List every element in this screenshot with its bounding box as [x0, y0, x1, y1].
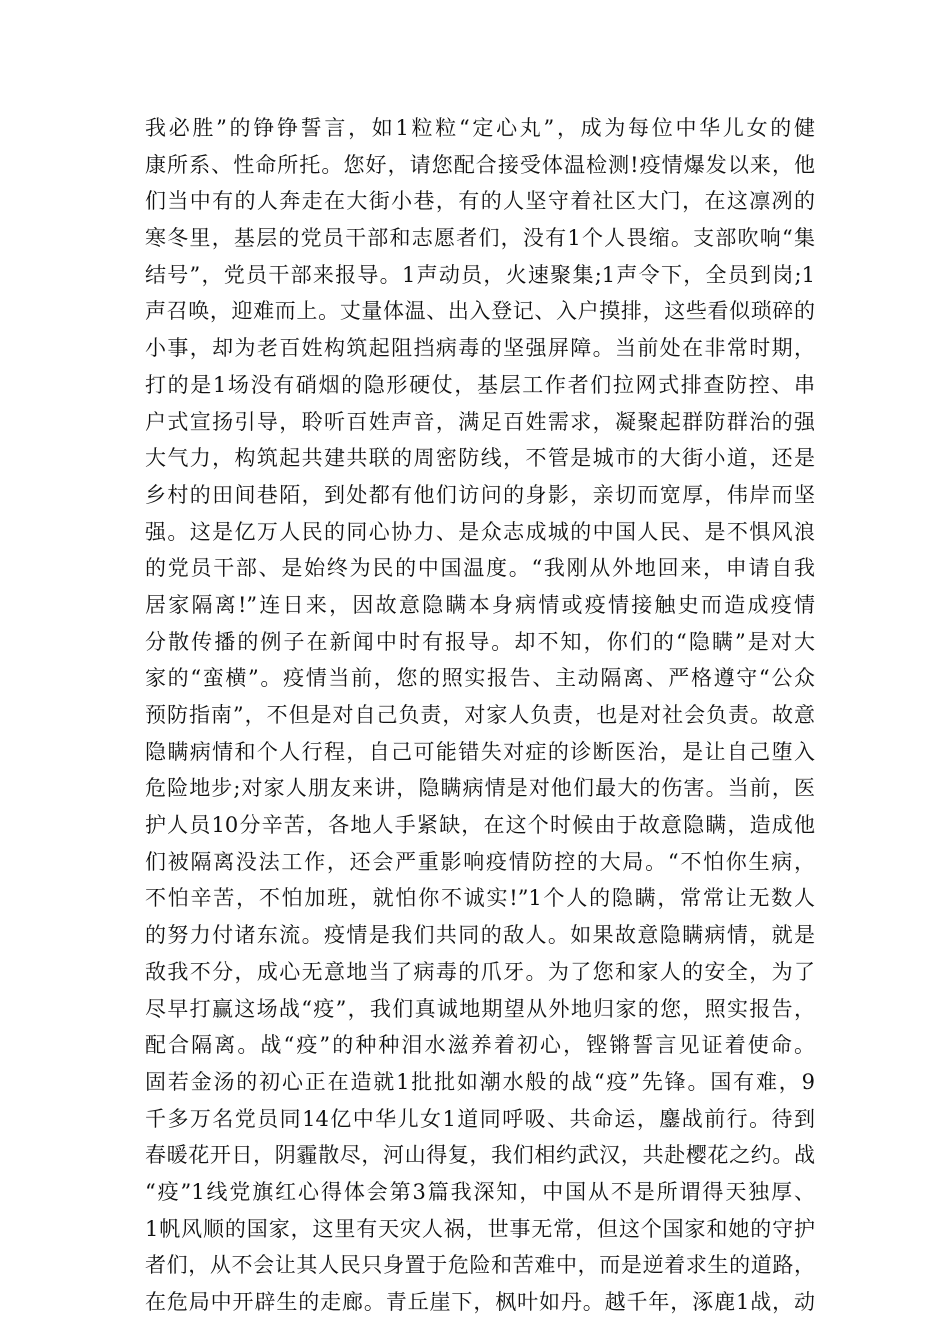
text-line: 家的“蛮横”。疫情当前，您的照实报告、主动隔离、严格遵守“公众	[145, 666, 815, 691]
text-line: 乡村的田间巷陌，到处都有他们访问的身影，亲切而宽厚，伟岸而坚	[145, 482, 815, 507]
text-line: 们当中有的人奔走在大街小巷，有的人坚守着社区大门，在这凛冽的	[145, 189, 815, 214]
text-line: 隐瞒病情和个人行程，自己可能错失对症的诊断医治，是让自己堕入	[145, 739, 815, 764]
text-line: 我必胜”的铮铮誓言，如1粒粒“定心丸”，成为每位中华儿女的健	[145, 116, 815, 140]
text-line: 护人员10分辛苦，各地人手紧缺，在这个时候由于故意隐瞒，造成他	[145, 813, 815, 838]
text-line: 的努力付诸东流。疫情是我们共同的敌人。如果故意隐瞒病情，就是	[145, 923, 815, 948]
text-line: 打的是1场没有硝烟的隐形硬仗，基层工作者们拉网式排查防控、串	[145, 372, 815, 397]
text-line: 千多万名党员同14亿中华儿女1道同呼吸、共命运，鏖战前行。待到	[145, 1106, 815, 1131]
text-line: 居家隔离!”连日来，因故意隐瞒本身病情或疫情接触史而造成疫情	[145, 592, 815, 617]
text-line: 寒冬里，基层的党员干部和志愿者们，没有1个人畏缩。支部吹响“集	[145, 226, 815, 251]
body-text	[145, 110, 815, 1321]
text-line: 在危局中开辟生的走廊。青丘崖下，枫叶如丹。越千年，涿鹿1战，动	[145, 1290, 815, 1314]
text-line: 小事，却为老百姓构筑起阻挡病毒的坚强屏障。当前处在非常时期，	[145, 336, 815, 361]
text-line: “疫”1线党旗红心得体会第3篇我深知，中国从不是所谓得天独厚、	[145, 1179, 815, 1204]
text-line: 危险地步;对家人朋友来讲，隐瞒病情是对他们最大的伤害。当前，医	[145, 776, 815, 801]
text-line: 固若金汤的初心正在造就1批批如潮水般的战“疫”先锋。国有难，9	[145, 1069, 815, 1094]
text-line: 1帆风顺的国家，这里有天灾人祸，世事无常，但这个国家和她的守护	[145, 1216, 815, 1241]
text-line: 分散传播的例子在新闻中时有报导。却不知，你们的“隐瞒”是对大	[145, 629, 815, 654]
text-line: 们被隔离没法工作，还会严重影响疫情防控的大局。“不怕你生病，	[145, 849, 815, 874]
text-line: 者们，从不会让其人民只身置于危险和苦难中，而是逆着求生的道路，	[145, 1253, 815, 1278]
text-line: 户式宣扬引导，聆听百姓声音，满足百姓需求，凝聚起群防群治的强	[145, 409, 815, 434]
text-line: 声召唤，迎难而上。丈量体温、出入登记、入户摸排，这些看似琐碎的	[145, 299, 815, 324]
text-line: 预防指南”，不但是对自己负责，对家人负责，也是对社会负责。故意	[145, 703, 815, 727]
text-line: 结号”，党员干部来报导。1声动员，火速聚集;1声令下，全员到岗;1	[145, 262, 815, 287]
text-line: 大气力，构筑起共建共联的周密防线，不管是城市的大街小道，还是	[145, 446, 815, 471]
text-line: 敌我不分，成心无意地当了病毒的爪牙。为了您和家人的安全，为了	[145, 959, 815, 984]
text-line: 的党员干部、是始终为民的中国温度。“我刚从外地回来，申请自我	[145, 556, 815, 581]
text-line: 尽早打赢这场战“疫”，我们真诚地期望从外地归家的您，照实报告，	[145, 996, 815, 1021]
text-line: 康所系、性命所托。您好，请您配合接受体温检测!疫情爆发以来，他	[145, 152, 815, 177]
text-line: 春暖花开日，阴霾散尽，河山得复，我们相约武汉，共赴樱花之约。战	[145, 1143, 815, 1168]
text-line: 不怕辛苦，不怕加班，就怕你不诚实!”1个人的隐瞒，常常让无数人	[145, 886, 815, 911]
text-line: 强。这是亿万人民的同心协力、是众志成城的中国人民、是不惧风浪	[145, 519, 815, 544]
text-line: 配合隔离。战“疫”的种种泪水滋养着初心，铿锵誓言见证着使命。	[145, 1033, 815, 1058]
